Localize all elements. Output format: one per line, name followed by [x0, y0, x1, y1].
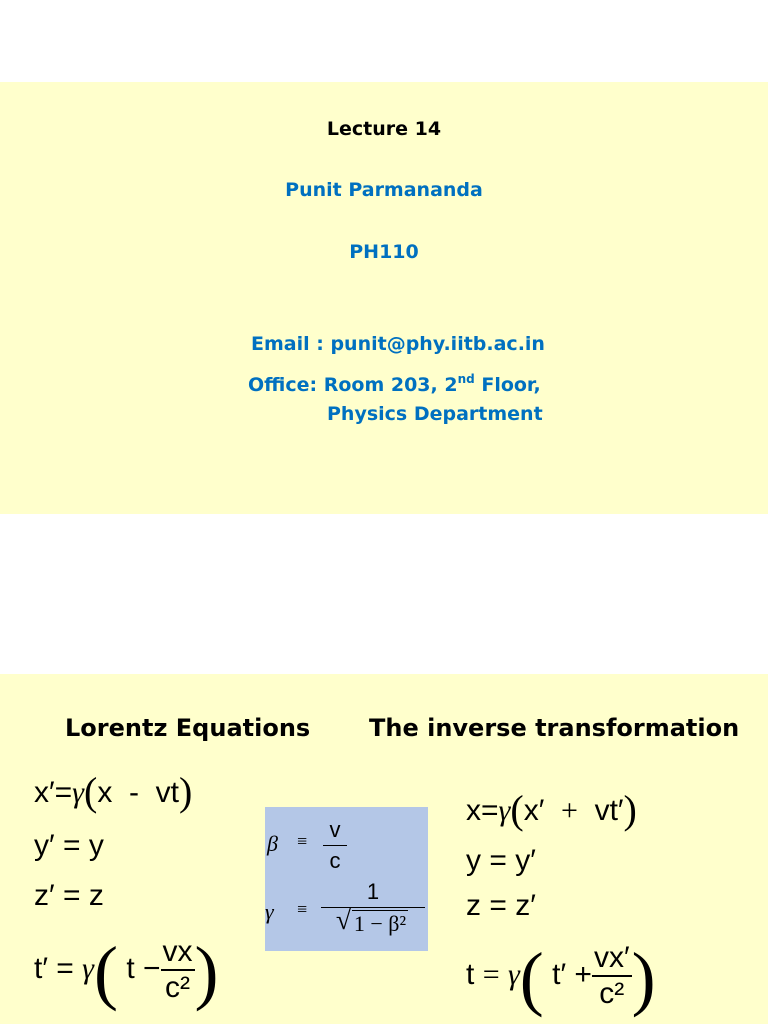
department-line: Physics Department — [327, 403, 543, 425]
lorentz-t-term: t − — [126, 952, 161, 985]
open-paren: ( — [94, 932, 118, 1012]
heading-inverse: The inverse transformation — [369, 714, 740, 742]
close-paren: ) — [194, 932, 219, 1012]
lecturer-name: Punit Parmananda — [285, 179, 483, 201]
lorentz-slide — [0, 674, 768, 1024]
office-line — [248, 372, 541, 396]
fraction-numerator: vx — [162, 935, 193, 969]
equiv-symbol: ≡ — [297, 831, 308, 851]
inverse-vt-term: vt′ — [594, 794, 624, 827]
inverse-x-equation — [466, 787, 637, 832]
fraction-numerator: vx′ — [593, 941, 630, 975]
inverse-t-term: t′ + — [552, 958, 592, 991]
office-suffix: Floor, — [474, 374, 541, 396]
inverse-x-operator: + — [560, 794, 578, 827]
fraction-denominator — [321, 907, 425, 937]
lorentz-x-operator: - — [128, 776, 139, 809]
gamma-symbol: γ — [82, 952, 94, 985]
lorentz-t-equation — [34, 932, 219, 1012]
equals-sign: = — [482, 958, 500, 991]
inverse-x-term: x′ — [523, 794, 545, 827]
fraction-denominator: c² — [161, 969, 195, 1003]
lorentz-x-equation — [34, 769, 193, 814]
beta-fraction — [323, 817, 347, 874]
inverse-x-lhs: x= — [466, 794, 499, 827]
inverse-y-equation: y = y′ — [466, 844, 536, 877]
close-paren: ) — [623, 787, 637, 832]
gamma-symbol: γ — [265, 899, 274, 924]
open-paren: ( — [510, 787, 524, 832]
gamma-symbol: γ — [507, 958, 520, 991]
inverse-t-fraction — [592, 943, 632, 1009]
title-slide — [0, 82, 768, 514]
lorentz-y-equation: y′ = y — [34, 829, 104, 862]
office-superscript: nd — [457, 372, 475, 386]
lorentz-x-lhs: x′= — [34, 776, 73, 809]
fraction-denominator: c² — [592, 975, 632, 1009]
close-paren: ) — [631, 938, 656, 1018]
fraction-numerator: v — [329, 817, 341, 842]
inverse-t-equation — [466, 938, 656, 1018]
beta-definition — [265, 817, 428, 873]
office-prefix: Office: Room 203, 2 — [248, 374, 458, 396]
course-code: PH110 — [349, 241, 419, 263]
gamma-definition — [265, 877, 428, 947]
close-paren: ) — [179, 769, 193, 814]
beta-symbol: β — [267, 831, 278, 856]
equiv-symbol: ≡ — [297, 899, 308, 919]
heading-lorentz: Lorentz Equations — [65, 714, 311, 742]
lorentz-x-term: x — [97, 776, 113, 809]
square-root: √ 1 − β² — [352, 910, 408, 937]
email-line: Email : punit@phy.iitb.ac.in — [251, 333, 545, 355]
gamma-symbol: γ — [72, 776, 84, 809]
gamma-fraction — [321, 879, 425, 937]
inverse-z-equation: z = z′ — [466, 889, 536, 922]
definitions-box — [265, 807, 428, 951]
lorentz-vt-term: vt — [155, 776, 179, 809]
open-paren: ( — [83, 769, 98, 814]
open-paren: ( — [519, 938, 544, 1018]
lorentz-t-lhs: t′ = — [34, 952, 74, 985]
lorentz-t-fraction — [161, 937, 195, 1003]
inverse-t-lhs: t — [466, 958, 475, 991]
fraction-denominator: c — [323, 845, 347, 874]
fraction-numerator: 1 — [366, 879, 380, 904]
lecture-number: Lecture 14 — [326, 118, 442, 140]
gamma-symbol: γ — [498, 794, 511, 827]
lorentz-z-equation: z′ = z — [34, 879, 104, 912]
